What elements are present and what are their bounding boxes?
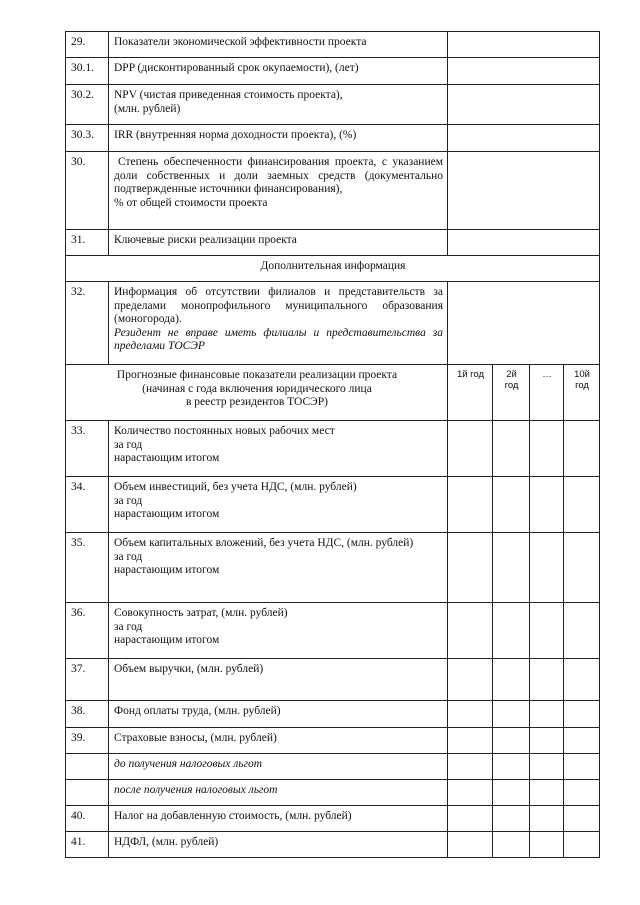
label-line: Объем инвестиций, без учета НДС, (млн. рублей) [114, 481, 357, 493]
label-line: нарастающим итогом [114, 508, 220, 520]
value-cell[interactable] [448, 701, 493, 728]
row-number: 37. [66, 659, 109, 701]
project-indicators-table [65, 31, 600, 858]
row-number [66, 780, 109, 806]
year-column-header: 2й год [493, 365, 530, 421]
value-cell[interactable] [448, 230, 600, 256]
label-justified-text: Степень обеспеченности финансирования проекта, с указанием доли собственных и доли заемных средств (документально подтвержденные источники финансирования), [114, 156, 443, 195]
value-cell[interactable] [564, 754, 600, 780]
label-line: NPV (чистая приведенная стоимость проекта), [114, 89, 343, 101]
row-label: IRR (внутренняя норма доходности проекта), (%) [109, 125, 448, 152]
label-line: нарастающим итогом [114, 564, 220, 576]
value-cell[interactable] [564, 728, 600, 754]
label-line: Объем капитальных вложений, без учета НДС, (млн. рублей) [114, 537, 414, 549]
value-cell[interactable] [530, 728, 564, 754]
value-cell[interactable] [530, 832, 564, 858]
value-cell[interactable] [448, 780, 493, 806]
value-cell[interactable] [564, 701, 600, 728]
value-cell[interactable] [493, 603, 530, 659]
row-label [109, 85, 448, 125]
label-line: Совокупность затрат, (млн. рублей) [114, 607, 288, 619]
forecast-header-row [66, 365, 600, 421]
row-label: после получения налоговых льгот [109, 780, 448, 806]
value-cell[interactable] [564, 806, 600, 832]
label-line: за год [114, 438, 143, 451]
table-row [66, 85, 600, 125]
table-row [66, 659, 600, 701]
header-line: (начиная с года включения юридического лица [142, 382, 372, 395]
row-label: Страховые взносы, (млн. рублей) [109, 728, 448, 754]
value-cell[interactable] [530, 603, 564, 659]
row-number [66, 754, 109, 780]
header-line: Прогнозные финансовые показатели реализации проекта [116, 369, 398, 381]
value-cell[interactable] [564, 832, 600, 858]
row-number: 40. [66, 806, 109, 832]
value-cell[interactable] [564, 477, 600, 533]
table-row [66, 533, 600, 603]
header-line: в реестр резидентов ТОСЭР) [186, 396, 328, 408]
value-cell[interactable] [493, 477, 530, 533]
table-row [66, 832, 600, 858]
row-label [109, 533, 448, 603]
value-cell[interactable] [448, 832, 493, 858]
value-cell[interactable] [564, 603, 600, 659]
row-number: 38. [66, 701, 109, 728]
value-cell[interactable] [493, 533, 530, 603]
row-label [109, 421, 448, 477]
label-line: % от общей стоимости проекта [114, 196, 268, 209]
row-label: DPP (дисконтированный срок окупаемости), (лет) [109, 58, 448, 85]
table-row [66, 780, 600, 806]
row-label: до получения налоговых льгот [109, 754, 448, 780]
forecast-header-title [66, 365, 448, 421]
table-row [66, 125, 600, 152]
value-cell[interactable] [564, 533, 600, 603]
value-cell[interactable] [493, 659, 530, 701]
label-line: за год [114, 494, 143, 507]
table-row [66, 58, 600, 85]
value-cell[interactable] [448, 659, 493, 701]
year-column-header: … [530, 365, 564, 421]
row-label [109, 152, 448, 230]
row-number: 34. [66, 477, 109, 533]
row-label: Фонд оплаты труда, (млн. рублей) [109, 701, 448, 728]
table-row [66, 754, 600, 780]
value-cell[interactable] [448, 32, 600, 58]
table-row [66, 701, 600, 728]
value-cell[interactable] [448, 58, 600, 85]
value-cell[interactable] [448, 282, 600, 365]
value-cell[interactable] [448, 152, 600, 230]
row-number: 30. [66, 152, 109, 230]
row-label: НДФЛ, (млн. рублей) [109, 832, 448, 858]
value-cell[interactable] [448, 806, 493, 832]
row-label [109, 282, 448, 365]
row-number: 33. [66, 421, 109, 477]
table-row [66, 477, 600, 533]
table-row [66, 728, 600, 754]
value-cell[interactable] [530, 659, 564, 701]
value-cell[interactable] [448, 125, 600, 152]
value-cell[interactable] [493, 806, 530, 832]
value-cell[interactable] [530, 701, 564, 728]
label-line: за год [114, 620, 143, 633]
row-number: 32. [66, 282, 109, 365]
value-cell[interactable] [493, 728, 530, 754]
label-line: нарастающим итогом [114, 634, 220, 646]
row-number: 39. [66, 728, 109, 754]
value-cell[interactable] [493, 832, 530, 858]
row-label [109, 477, 448, 533]
row-number: 30.3. [66, 125, 109, 152]
value-cell[interactable] [530, 477, 564, 533]
value-cell[interactable] [530, 780, 564, 806]
label-justified-text: Информация об отсутствии филиалов и представительств за пределами монопрофильного муниципального образования (моногорода). [114, 286, 443, 325]
section-title: Дополнительная информация [66, 256, 600, 282]
row-number: 41. [66, 832, 109, 858]
value-cell[interactable] [564, 421, 600, 477]
row-number: 29. [66, 32, 109, 58]
row-label: Показатели экономической эффективности проекта [109, 32, 448, 58]
year-column-header: 1й год [448, 365, 493, 421]
value-cell[interactable] [564, 659, 600, 701]
section-header-row [66, 256, 600, 282]
value-cell[interactable] [564, 780, 600, 806]
row-number: 30.2. [66, 85, 109, 125]
row-label: Ключевые риски реализации проекта [109, 230, 448, 256]
table-row [66, 806, 600, 832]
table-row [66, 230, 600, 256]
value-cell[interactable] [530, 754, 564, 780]
row-label: Объем выручки, (млн. рублей) [109, 659, 448, 701]
value-cell[interactable] [448, 754, 493, 780]
value-cell[interactable] [448, 477, 493, 533]
table-row [66, 152, 600, 230]
table-row [66, 282, 600, 365]
label-line: Количество постоянных новых рабочих мест [114, 425, 335, 437]
row-number: 31. [66, 230, 109, 256]
row-number: 35. [66, 533, 109, 603]
row-number: 30.1. [66, 58, 109, 85]
value-cell[interactable] [448, 85, 600, 125]
value-cell[interactable] [493, 754, 530, 780]
label-italic-note: Резидент не вправе иметь филиалы и представительства за пределами ТОСЭР [114, 326, 443, 352]
value-cell[interactable] [448, 533, 493, 603]
row-number: 36. [66, 603, 109, 659]
value-cell[interactable] [493, 701, 530, 728]
value-cell[interactable] [493, 780, 530, 806]
row-label: Налог на добавленную стоимость, (млн. рублей) [109, 806, 448, 832]
table-row [66, 421, 600, 477]
value-cell[interactable] [530, 806, 564, 832]
value-cell[interactable] [530, 533, 564, 603]
value-cell[interactable] [493, 421, 530, 477]
table-row [66, 32, 600, 58]
value-cell[interactable] [448, 603, 493, 659]
label-line: (млн. рублей) [114, 102, 181, 115]
value-cell[interactable] [448, 421, 493, 477]
label-line: нарастающим итогом [114, 452, 220, 464]
value-cell[interactable] [530, 421, 564, 477]
value-cell[interactable] [448, 728, 493, 754]
label-line: за год [114, 550, 143, 563]
year-column-header: 10й год [564, 365, 600, 421]
table-row [66, 603, 600, 659]
row-label [109, 603, 448, 659]
